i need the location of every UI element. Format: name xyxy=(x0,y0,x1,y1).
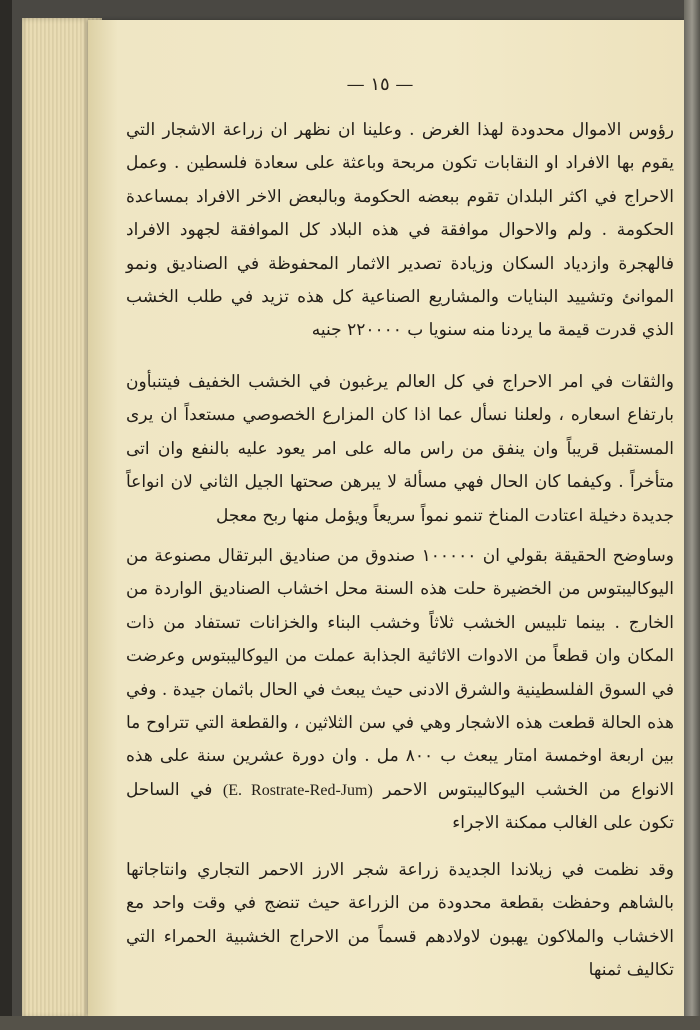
page-number: — ١٥ — xyxy=(346,74,414,95)
paragraph-3-text-before: وساوضح الحقيقة بقولي ان ١٠٠٠٠٠ صندوق من صناديق البرتقال مصنوعة من اليوكاليبتوس من الخضيرة حلت هذه السنة محل اخشاب الصناديق الواردة من الخارج . بينما تلبيس الخشب ثلاثاً وخشب البناء والخزانات تستفاد من ذات المكان وان قطعاً من الادوات الاثاثية الجذابة عملت من اليوكاليبتوس وعرضت في السوق الفلسطينية والشرق الادنى حيث يبعث في الحال باثمان جيدة . وفي هذه الحالة قطعت هذه الاشجار وهي في سن الثلاثين ، والقطعة التي تتراوح ما بين اربعة اوخمسة امتار يبعث ب ٨٠٠ مل . وان دورة عشرين سنة على هذه الانواع من الخشب اليوكاليبتوس الاحمر xyxy=(126,546,675,800)
right-binding-edge xyxy=(684,0,700,1030)
paragraph-2-text: والثقات في امر الاحراج في كل العالم يرغبون في الخشب الخفيف فيتنبأون بارتفاع اسعاره ، ولعلنا نسأل عما اذا كان المزارع الخصوصي مستعداً ان يرى المستقبل قريباً وان ينفق من راس ماله على امر يعود عليه بالنفع وان اتى متأخراً . وكيفما كان الحال فهي مسألة لا يبرهن صحتها الجيل الثاني لان انواعاً جديدة دخيلة اعتادت المناخ تنمو نمواً سريعاً ويؤمل منها ربح معجل xyxy=(126,372,674,526)
paragraph-2 xyxy=(126,366,674,533)
paragraph-4 xyxy=(126,854,674,988)
paragraph-3 xyxy=(126,540,674,841)
bottom-edge xyxy=(0,1016,700,1030)
paragraph-4-text: وقد نظمت في زيلاندا الجديدة زراعة شجر الارز الاحمر التجاري وانتاجاتها بالشاهم وحفظت بقطعة محدودة من الزراعة حيث تنضج في وقت واحد مع الاخشاب والملاكون يهبون لاولادهم قسماً من الاحراج الخشبية الحمراء التي تكاليف ثمنها xyxy=(126,860,674,981)
latin-species-name: (E. Rostrate-Red-Jum) xyxy=(222,781,373,799)
cover-edge xyxy=(0,0,12,1030)
paragraph-1-text: رؤوس الاموال محدودة لهذا الغرض . وعلينا ان نظهر ان زراعة الاشجار التي يقوم بها الافراد او النقابات تكون مربحة وباعثة على سعادة فلسطين . وعمل الاحراج في اكثر البلدان تقوم ببعضه الحكومة وبالبعض الاخر الافراد بمساعدة الحكومة . ولم والاحوال موافقة في هذه البلاد كل الموافقة لجهود الافراد فالهجرة وازدياد السكان وزيادة تصدير الاثمار المحفوظة في الصناديق ونمو الموانئ وتشييد البنايات والمشاريع الصناعية كل هذه تزيد في طلب الخشب الذي قدرت قيمة ما يردنا منه سنويا ب ٢٢٠٠٠٠ جنيه xyxy=(126,120,674,341)
paragraph-3-text xyxy=(126,540,674,841)
paragraph-3-text-after: في الساحل تكون على الغالب ممكنة الاجراء xyxy=(126,779,674,834)
paragraph-1 xyxy=(126,114,674,348)
